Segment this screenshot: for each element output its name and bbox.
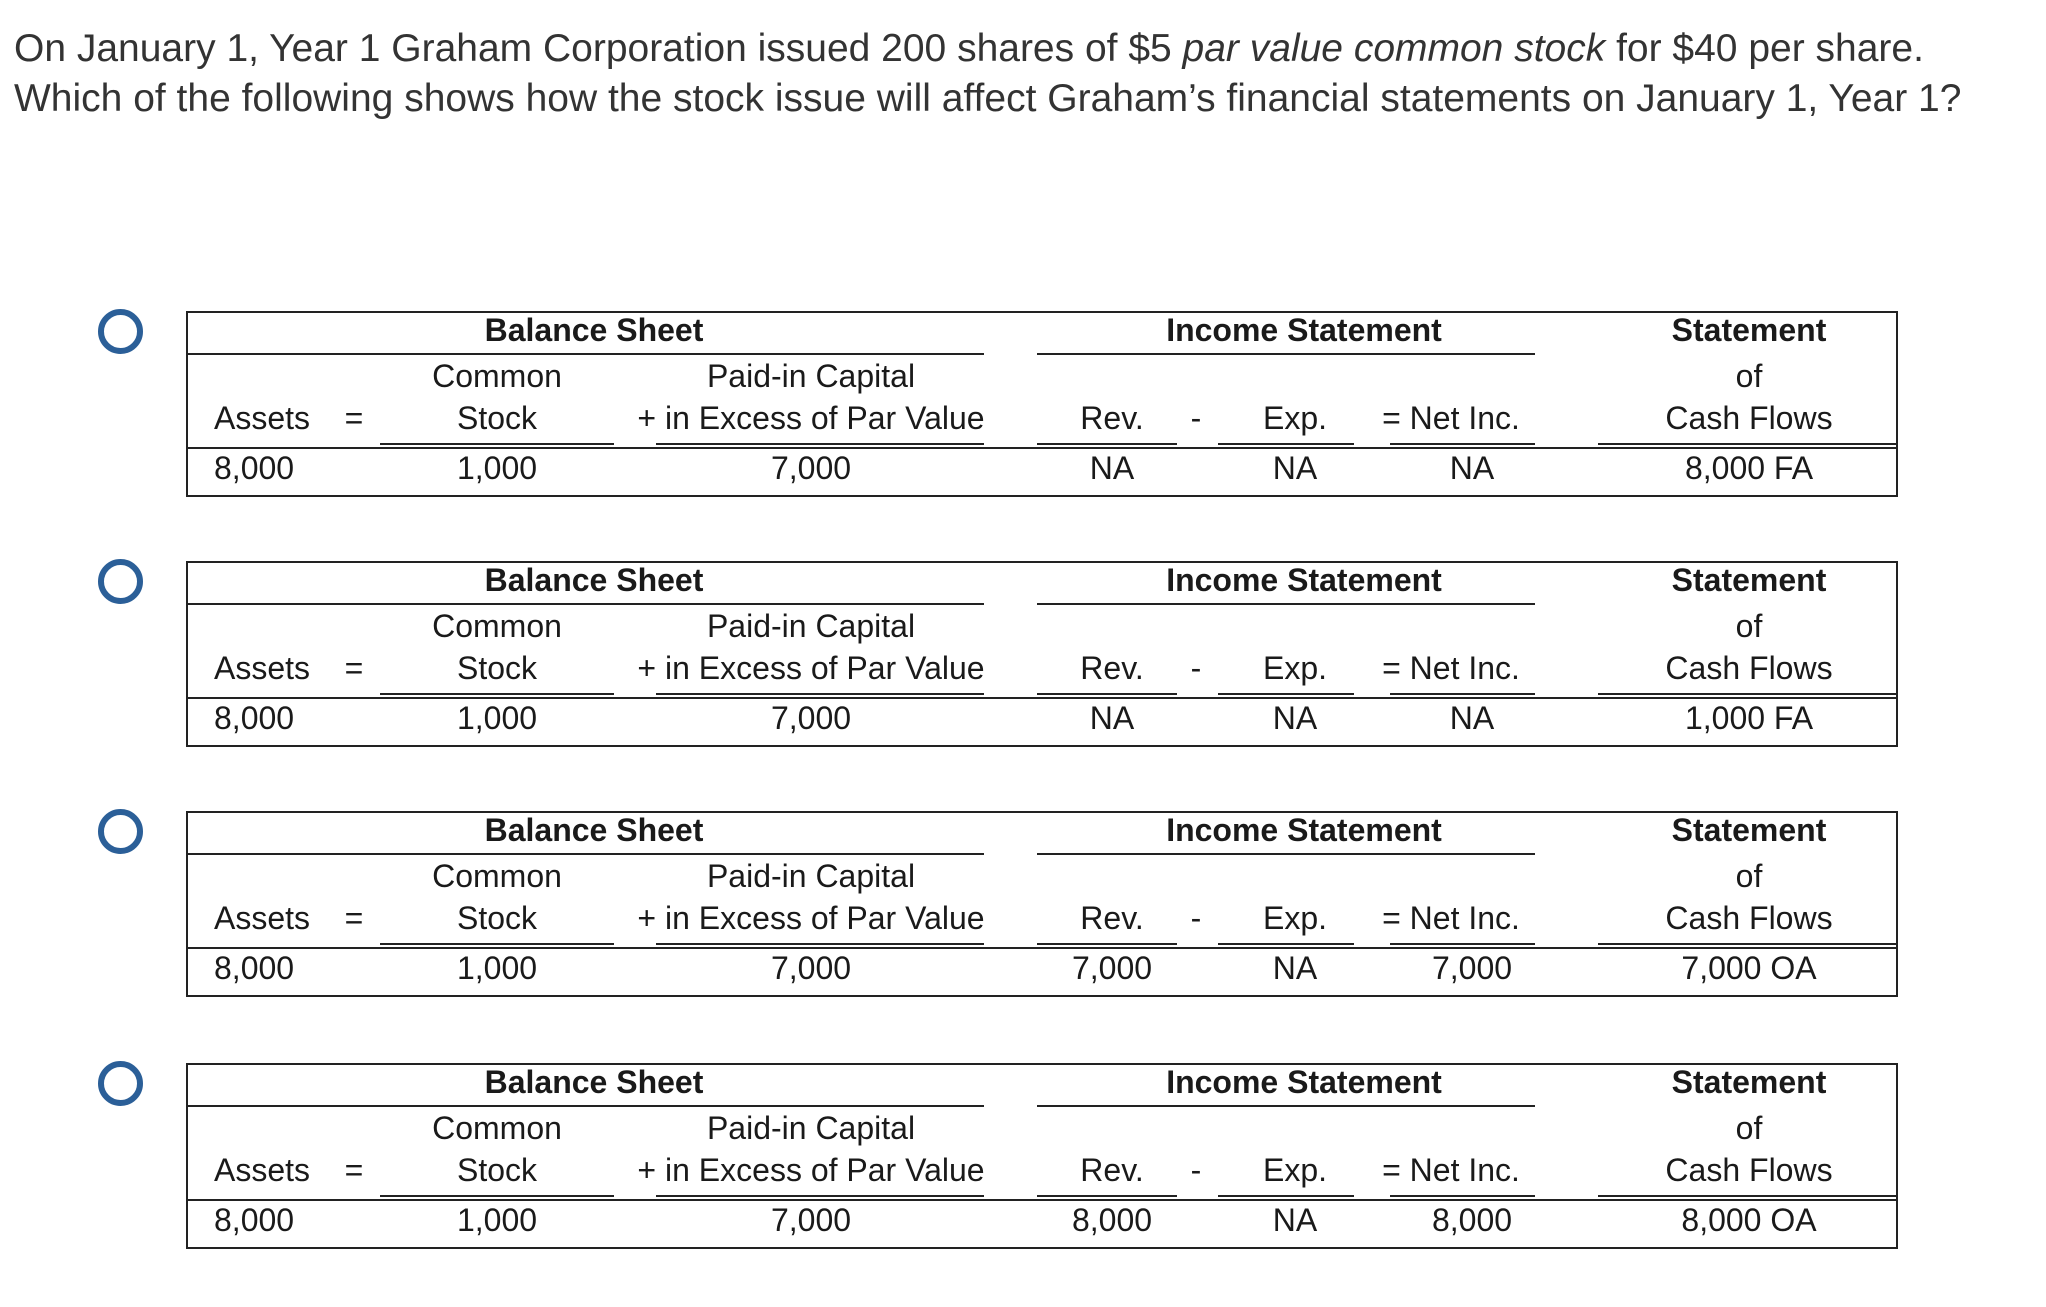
assets-label: Assets xyxy=(213,1152,311,1188)
rev-underline xyxy=(1037,443,1177,445)
stock-underline xyxy=(380,693,614,695)
exp-label: Exp. xyxy=(1262,650,1328,686)
assets-label: Assets xyxy=(213,400,311,436)
paid-in-underline xyxy=(656,693,984,695)
of-label: of xyxy=(1735,1110,1763,1146)
net-inc-label: = Net Inc. xyxy=(1382,400,1520,436)
balance-sheet-underline xyxy=(188,853,984,855)
rev-label: Rev. xyxy=(1080,900,1144,936)
exp-label: Exp. xyxy=(1262,900,1328,936)
paid-in-underline xyxy=(656,1195,984,1197)
paid-in-value: 7,000 xyxy=(770,1202,852,1238)
cash-flows-label: Cash Flows xyxy=(1665,400,1833,436)
income-statement-header: Income Statement xyxy=(1166,312,1442,348)
statement-header: Statement xyxy=(1671,312,1827,348)
paid-in-underline xyxy=(656,443,984,445)
cash-flows-underline xyxy=(1598,693,1898,695)
table-divider xyxy=(188,1199,1898,1201)
of-label: of xyxy=(1735,608,1763,644)
rev-underline xyxy=(1037,943,1177,945)
rev-value: 8,000 xyxy=(1071,1202,1153,1238)
income-statement-header: Income Statement xyxy=(1166,562,1442,598)
common-label: Common xyxy=(432,358,562,394)
statement-header: Statement xyxy=(1671,812,1827,848)
radio-button-icon[interactable] xyxy=(98,1061,143,1106)
common-label: Common xyxy=(432,1110,562,1146)
cash-flows-value: 1,000 FA xyxy=(1684,700,1814,736)
balance-sheet-underline xyxy=(188,1105,984,1107)
income-statement-underline xyxy=(1037,603,1535,605)
cash-flows-label: Cash Flows xyxy=(1665,900,1833,936)
equals-sign: = xyxy=(344,1152,364,1188)
assets-value: 8,000 xyxy=(214,1202,295,1238)
common-stock-value: 1,000 xyxy=(456,700,538,736)
answer-option-4[interactable] xyxy=(0,1057,2046,1257)
balance-sheet-header: Balance Sheet xyxy=(484,812,704,848)
balance-sheet-header: Balance Sheet xyxy=(484,562,704,598)
income-statement-header: Income Statement xyxy=(1166,1064,1442,1100)
of-label: of xyxy=(1735,358,1763,394)
rev-underline xyxy=(1037,693,1177,695)
stock-label: Stock xyxy=(456,900,538,936)
assets-label: Assets xyxy=(213,650,311,686)
answer-option-1[interactable] xyxy=(0,305,2046,505)
in-excess-label: + in Excess of Par Value xyxy=(637,650,985,686)
exp-underline xyxy=(1218,693,1354,695)
statement-header: Statement xyxy=(1671,562,1827,598)
radio-button-icon[interactable] xyxy=(98,559,143,604)
rev-value: NA xyxy=(1089,700,1135,736)
exp-value: NA xyxy=(1272,700,1318,736)
income-statement-underline xyxy=(1037,353,1535,355)
rev-label: Rev. xyxy=(1080,650,1144,686)
net-inc-underline xyxy=(1390,693,1535,695)
paid-in-capital-label: Paid-in Capital xyxy=(706,858,916,894)
equals-sign: = xyxy=(344,650,364,686)
exp-label: Exp. xyxy=(1262,400,1328,436)
cash-flows-underline xyxy=(1598,1195,1898,1197)
net-inc-underline xyxy=(1390,443,1535,445)
in-excess-label: + in Excess of Par Value xyxy=(637,400,985,436)
cash-flows-underline xyxy=(1598,943,1898,945)
net-inc-value: 7,000 xyxy=(1431,950,1513,986)
financial-effects-table xyxy=(186,561,1898,747)
stock-label: Stock xyxy=(456,650,538,686)
net-inc-label: = Net Inc. xyxy=(1382,1152,1520,1188)
question-part2: for $40 per share. Which of the following shows how the stock issue will affect Graham’s financial statements on January 1, Year 1? xyxy=(14,27,1962,120)
rev-label: Rev. xyxy=(1080,1152,1144,1188)
rev-value: NA xyxy=(1089,450,1135,486)
exp-value: NA xyxy=(1272,1202,1318,1238)
question-emphasis: par value common stock xyxy=(1182,27,1606,70)
paid-in-capital-label: Paid-in Capital xyxy=(706,358,916,394)
cash-flows-underline xyxy=(1598,443,1898,445)
stock-underline xyxy=(380,1195,614,1197)
radio-button-icon[interactable] xyxy=(98,809,143,854)
question-part1: On January 1, Year 1 Graham Corporation issued 200 shares of $5 xyxy=(14,27,1183,70)
net-inc-value: 8,000 xyxy=(1431,1202,1513,1238)
stock-underline xyxy=(380,943,614,945)
paid-in-underline xyxy=(656,943,984,945)
financial-effects-table xyxy=(186,1063,1898,1249)
in-excess-label: + in Excess of Par Value xyxy=(637,900,985,936)
paid-in-value: 7,000 xyxy=(770,950,852,986)
statement-header: Statement xyxy=(1671,1064,1827,1100)
balance-sheet-header: Balance Sheet xyxy=(484,312,704,348)
exp-underline xyxy=(1218,943,1354,945)
assets-value: 8,000 xyxy=(214,450,295,486)
balance-sheet-underline xyxy=(188,603,984,605)
net-inc-underline xyxy=(1390,1195,1535,1197)
common-label: Common xyxy=(432,858,562,894)
net-inc-value: NA xyxy=(1449,450,1495,486)
net-inc-value: NA xyxy=(1449,700,1495,736)
cash-flows-value: 8,000 FA xyxy=(1684,450,1814,486)
answer-option-3[interactable] xyxy=(0,805,2046,1005)
stock-underline xyxy=(380,443,614,445)
in-excess-label: + in Excess of Par Value xyxy=(637,1152,985,1188)
table-divider xyxy=(188,947,1898,949)
income-statement-underline xyxy=(1037,853,1535,855)
minus-sign: - xyxy=(1190,900,1202,936)
exp-underline xyxy=(1218,443,1354,445)
financial-effects-table xyxy=(186,811,1898,997)
stock-label: Stock xyxy=(456,400,538,436)
income-statement-header: Income Statement xyxy=(1166,812,1442,848)
paid-in-capital-label: Paid-in Capital xyxy=(706,608,916,644)
rev-value: 7,000 xyxy=(1071,950,1153,986)
common-stock-value: 1,000 xyxy=(456,950,538,986)
paid-in-value: 7,000 xyxy=(770,450,852,486)
financial-effects-table xyxy=(186,311,1898,497)
net-inc-label: = Net Inc. xyxy=(1382,650,1520,686)
assets-value: 8,000 xyxy=(214,700,295,736)
cash-flows-value: 7,000 OA xyxy=(1681,950,1817,986)
cash-flows-label: Cash Flows xyxy=(1665,1152,1833,1188)
question-text xyxy=(14,24,1974,124)
answer-option-2[interactable] xyxy=(0,555,2046,755)
common-stock-value: 1,000 xyxy=(456,1202,538,1238)
rev-underline xyxy=(1037,1195,1177,1197)
stock-label: Stock xyxy=(456,1152,538,1188)
exp-value: NA xyxy=(1272,450,1318,486)
minus-sign: - xyxy=(1190,650,1202,686)
net-inc-underline xyxy=(1390,943,1535,945)
minus-sign: - xyxy=(1190,1152,1202,1188)
assets-label: Assets xyxy=(213,900,311,936)
equals-sign: = xyxy=(344,900,364,936)
exp-label: Exp. xyxy=(1262,1152,1328,1188)
exp-value: NA xyxy=(1272,950,1318,986)
common-label: Common xyxy=(432,608,562,644)
paid-in-capital-label: Paid-in Capital xyxy=(706,1110,916,1146)
exp-underline xyxy=(1218,1195,1354,1197)
common-stock-value: 1,000 xyxy=(456,450,538,486)
cash-flows-label: Cash Flows xyxy=(1665,650,1833,686)
equals-sign: = xyxy=(344,400,364,436)
radio-button-icon[interactable] xyxy=(98,309,143,354)
income-statement-underline xyxy=(1037,1105,1535,1107)
assets-value: 8,000 xyxy=(214,950,295,986)
of-label: of xyxy=(1735,858,1763,894)
rev-label: Rev. xyxy=(1080,400,1144,436)
table-divider xyxy=(188,697,1898,699)
balance-sheet-header: Balance Sheet xyxy=(484,1064,704,1100)
minus-sign: - xyxy=(1190,400,1202,436)
net-inc-label: = Net Inc. xyxy=(1382,900,1520,936)
paid-in-value: 7,000 xyxy=(770,700,852,736)
balance-sheet-underline xyxy=(188,353,984,355)
table-divider xyxy=(188,447,1898,449)
cash-flows-value: 8,000 OA xyxy=(1681,1202,1817,1238)
